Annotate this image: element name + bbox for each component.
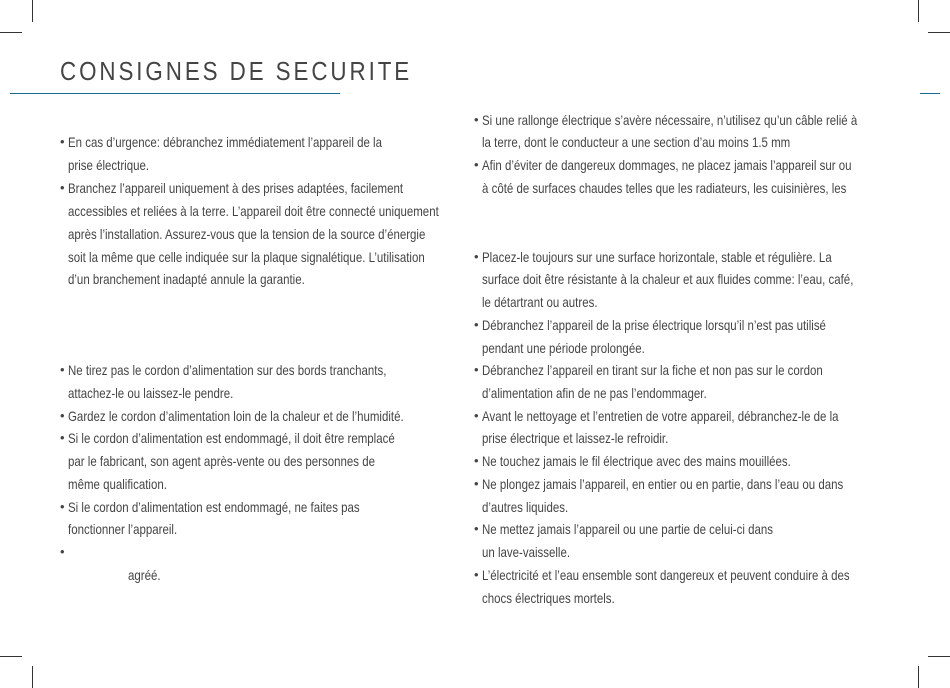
list-item-line: chocs électriques mortels.	[482, 590, 615, 606]
list-item-line: Placez-le toujours sur une surface horizontale, stable et régulière. La	[482, 249, 832, 265]
list-item-line: Débranchez l’appareil de la prise électrique lorsqu’il n’est pas utilisé	[482, 317, 826, 333]
list-item-line: accessibles et reliées à la terre. L’appareil doit être connecté uniquement	[68, 203, 439, 219]
list-item-line: Ne mettez jamais l’appareil ou une partie de celui-ci dans	[482, 521, 773, 537]
crop-mark-bottom-left-horizontal	[0, 656, 22, 657]
crop-mark-top-left-vertical	[32, 0, 33, 22]
list-item-line: fonctionner l’appareil.	[68, 521, 178, 537]
list-item-line: Avant le nettoyage et l’entretien de votre appareil, débranchez-le de la	[482, 408, 839, 424]
bullet-icon: •	[60, 134, 65, 149]
list-item-line: agréé.	[128, 567, 161, 583]
bullet-icon: •	[60, 544, 65, 559]
list-item-line: après l’installation. Assurez-vous que la tension de la source d’énergie	[68, 226, 426, 242]
list-item-line: le détartrant ou autres.	[482, 294, 598, 310]
crop-mark-top-right-vertical	[918, 0, 919, 22]
bullet-icon: •	[474, 362, 479, 377]
bullet-icon: •	[474, 521, 479, 536]
list-item-line: soit la même que celle indiquée sur la plaque signalétique. L’utilisation	[68, 249, 425, 265]
bullet-icon: •	[474, 249, 479, 264]
bullet-icon: •	[60, 499, 65, 514]
bullet-icon: •	[474, 157, 479, 172]
list-item-line: d’un branchement inadapté annule la garantie.	[68, 271, 305, 287]
crop-mark-top-right-horizontal	[928, 32, 950, 33]
bullet-icon: •	[474, 317, 479, 332]
bullet-icon: •	[474, 112, 479, 127]
bullet-icon: •	[60, 408, 65, 423]
crop-mark-bottom-right-horizontal	[928, 656, 950, 657]
list-item-line: pendant une période prolongée.	[482, 340, 645, 356]
list-item-line: par le fabricant, son agent après-vente ou des personnes de	[68, 453, 375, 469]
bullet-icon: •	[474, 453, 479, 468]
list-item-line: Si le cordon d’alimentation est endommagé, il doit être remplacé	[68, 430, 395, 446]
list-item-line: même qualification.	[68, 476, 167, 492]
list-item-line: prise électrique.	[68, 157, 150, 173]
bullet-icon: •	[60, 180, 65, 195]
list-item-line: Branchez l’appareil uniquement à des prises adaptées, facilement	[68, 180, 404, 196]
list-item-line: Ne touchez jamais le fil électrique avec des mains mouillées.	[482, 453, 791, 469]
list-item-line: la terre, dont le conducteur a une section d’au moins 1.5 mm	[482, 134, 791, 150]
bullet-icon: •	[474, 476, 479, 491]
right-page-rule	[920, 93, 940, 94]
bullet-icon: •	[474, 408, 479, 423]
bullet-icon: •	[474, 567, 479, 582]
bullet-icon: •	[60, 362, 65, 377]
list-item-line: attachez-le ou laissez-le pendre.	[68, 385, 234, 401]
list-item-line: d’autres liquides.	[482, 499, 569, 515]
crop-mark-bottom-left-vertical	[32, 666, 33, 688]
list-item-line: Si une rallonge électrique s’avère nécessaire, n’utilisez qu’un câble relié à	[482, 112, 858, 128]
list-item-line: Ne tirez pas le cordon d’alimentation sur des bords tranchants,	[68, 362, 387, 378]
list-item-line: Gardez le cordon d’alimentation loin de la chaleur et de l’humidité.	[68, 408, 404, 424]
crop-mark-top-left-horizontal	[0, 32, 22, 33]
list-item-line: Ne plongez jamais l’appareil, en entier ou en partie, dans l’eau ou dans	[482, 476, 844, 492]
list-item-line: L’électricité et l’eau ensemble sont dangereux et peuvent conduire à des	[482, 567, 850, 583]
list-item-line: Afin d’éviter de dangereux dommages, ne placez jamais l’appareil sur ou	[482, 157, 852, 173]
list-item-line: à côté de surfaces chaudes telles que les radiateurs, les cuisinières, les	[482, 180, 847, 196]
list-item-line: un lave-vaisselle.	[482, 544, 571, 560]
page-title: CONSIGNES DE SECURITE	[60, 56, 413, 86]
title-underline	[10, 93, 340, 94]
list-item-line: prise électrique et laissez-le refroidir.	[482, 430, 669, 446]
bullet-icon: •	[60, 430, 65, 445]
list-item-line: d’alimentation afin de ne pas l’endommager.	[482, 385, 707, 401]
list-item-line: Si le cordon d’alimentation est endommagé, ne faites pas	[68, 499, 360, 515]
list-item-line: surface doit être résistante à la chaleur et aux fluides comme: l’eau, café,	[482, 271, 854, 287]
list-item-line: Débranchez l’appareil en tirant sur la fiche et non pas sur le cordon	[482, 362, 823, 378]
list-item-line: En cas d’urgence: débranchez immédiatement l’appareil de la	[68, 134, 382, 150]
crop-mark-bottom-right-vertical	[918, 666, 919, 688]
